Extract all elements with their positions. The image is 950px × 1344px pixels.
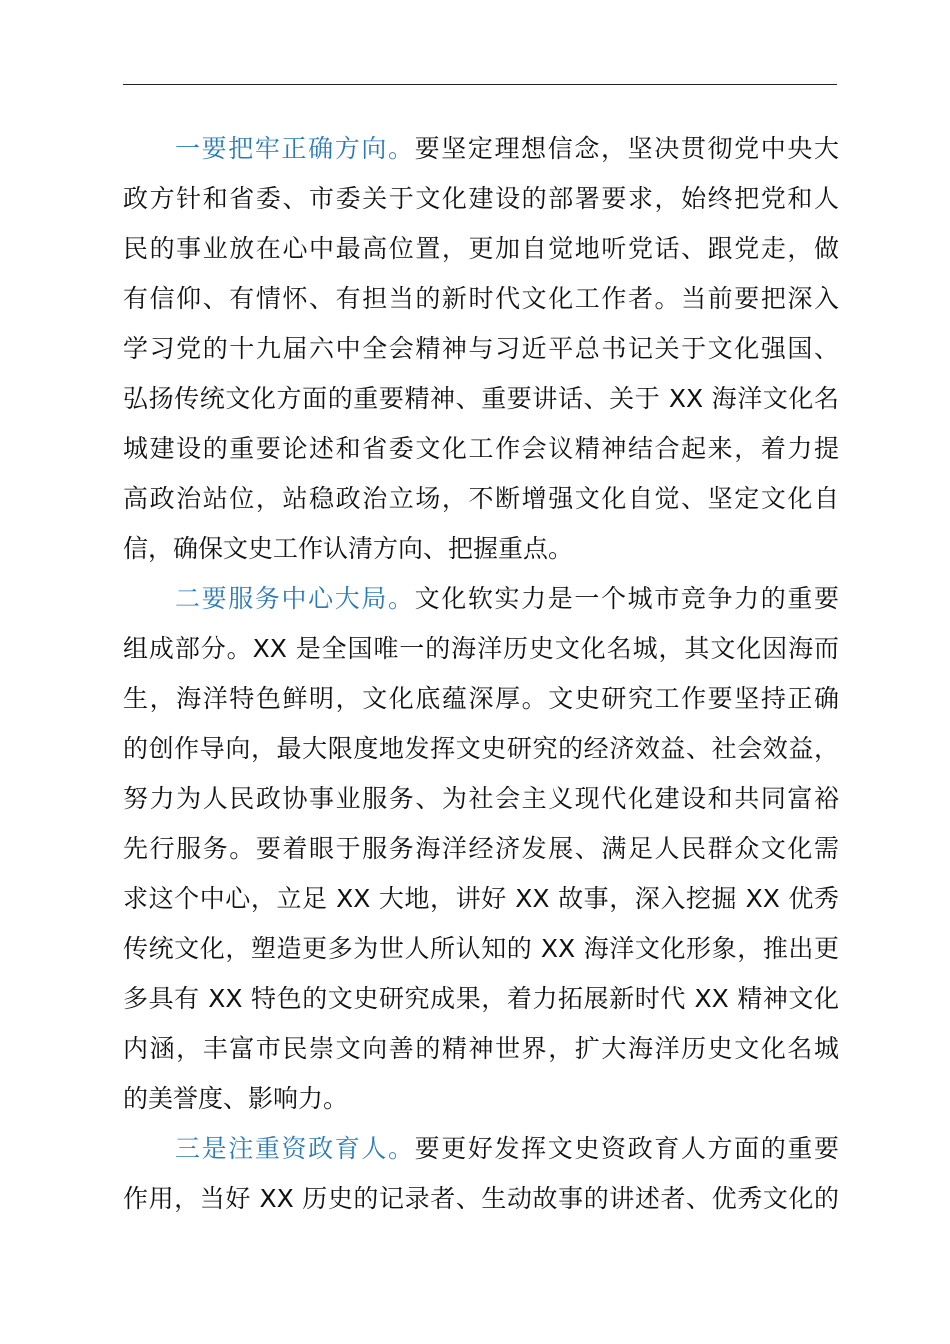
paragraph-line: 内涵，丰富市民崇文向善的精神世界，扩大海洋历史文化名城 bbox=[123, 1034, 839, 1063]
document-body bbox=[123, 124, 839, 1224]
paragraph-line: 政方针和省委、市委关于文化建设的部署要求，始终把党和人 bbox=[123, 184, 839, 213]
paragraph-1-heading: 一要把牢正确方向。 bbox=[175, 134, 415, 163]
paragraph-line: 的美誉度、影响力。 bbox=[123, 1084, 349, 1113]
paragraph-2-heading: 二要服务中心大局。 bbox=[175, 584, 415, 613]
paragraph-line: 弘扬传统文化方面的重要精神、重要讲话、关于 XX 海洋文化名 bbox=[123, 384, 839, 413]
paragraph-line: 学习党的十九届六中全会精神与习近平总书记关于文化强国、 bbox=[123, 334, 839, 363]
paragraph-3-line-1 bbox=[123, 1124, 839, 1174]
paragraph-line: 组成部分。XX 是全国唯一的海洋历史文化名城，其文化因海而 bbox=[123, 634, 839, 663]
paragraph-line: 作用，当好 XX 历史的记录者、生动故事的讲述者、优秀文化的 bbox=[123, 1184, 839, 1213]
paragraph-text: 要坚定理想信念，坚决贯彻党中央大 bbox=[414, 134, 839, 163]
paragraph-line: 信，确保文史工作认清方向、把握重点。 bbox=[123, 534, 574, 563]
paragraph-line: 传统文化，塑造更多为世人所认知的 XX 海洋文化形象，推出更 bbox=[123, 934, 839, 963]
paragraph-line: 的创作导向，最大限度地发挥文史研究的经济效益、社会效益， bbox=[123, 734, 839, 763]
paragraph-line: 有信仰、有情怀、有担当的新时代文化工作者。当前要把深入 bbox=[123, 284, 839, 313]
paragraph-line: 努力为人民政协事业服务、为社会主义现代化建设和共同富裕 bbox=[123, 784, 839, 813]
paragraph-line: 多具有 XX 特色的文史研究成果，着力拓展新时代 XX 精神文化 bbox=[123, 984, 839, 1013]
paragraph-line: 先行服务。要着眼于服务海洋经济发展、满足人民群众文化需 bbox=[123, 834, 839, 863]
paragraph-line: 求这个中心，立足 XX 大地，讲好 XX 故事，深入挖掘 XX 优秀 bbox=[123, 884, 839, 913]
paragraph-line: 高政治站位，站稳政治立场，不断增强文化自觉、坚定文化自 bbox=[123, 484, 839, 513]
paragraph-text: 文化软实力是一个城市竞争力的重要 bbox=[414, 584, 839, 613]
header-rule bbox=[123, 84, 837, 85]
paragraph-1-line-1 bbox=[123, 124, 839, 174]
paragraph-text: 要更好发挥文史资政育人方面的重要 bbox=[414, 1134, 839, 1163]
paragraph-2-line-1 bbox=[123, 574, 839, 624]
paragraph-line: 城建设的重要论述和省委文化工作会议精神结合起来，着力提 bbox=[123, 434, 839, 463]
paragraph-line: 民的事业放在心中最高位置，更加自觉地听党话、跟党走，做 bbox=[123, 234, 839, 263]
paragraph-line: 生，海洋特色鲜明，文化底蕴深厚。文史研究工作要坚持正确 bbox=[123, 684, 839, 713]
paragraph-3-heading: 三是注重资政育人。 bbox=[175, 1134, 415, 1163]
